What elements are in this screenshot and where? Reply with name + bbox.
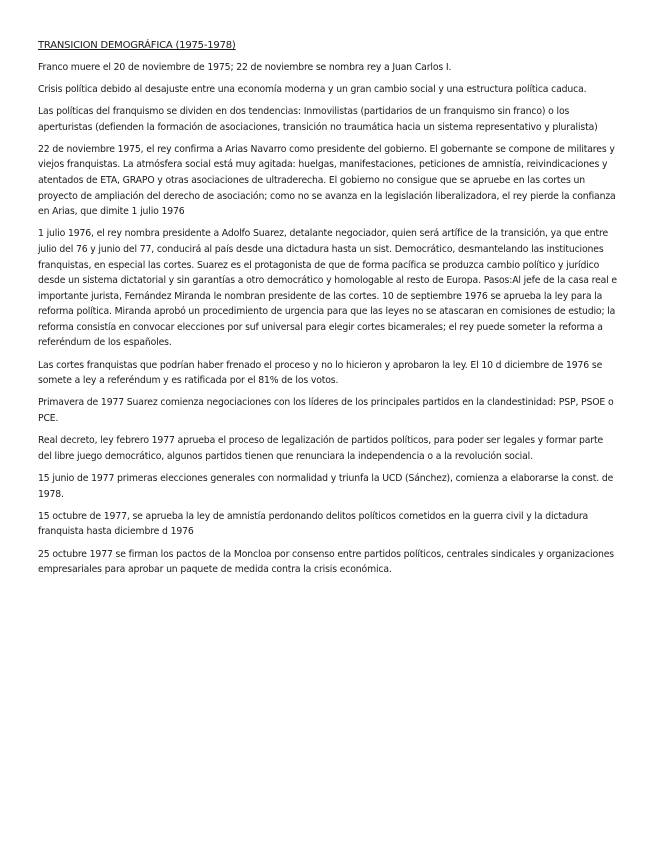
- paragraph: 15 junio de 1977 primeras elecciones generales con normalidad y triunfa la UCD (Sánchez), comienza a elaborarse la const. de 1978.: [38, 473, 614, 500]
- document-title: TRANSICION DEMOGRÁFICA (1975-1978): [38, 40, 236, 51]
- paragraph: Las cortes franquistas que podrían haber frenado el proceso y no lo hicieron y aprobaron la ley. El 10 d diciembre de 1976 se somete a ley a referéndum y es ratificada por el 81% de los votos.: [38, 359, 603, 387]
- paragraph: Franco muere el 20 de noviembre de 1975; 22 de noviembre se nombra rey a Juan Carlos I.: [38, 61, 452, 73]
- document-page: [38, 38, 618, 584]
- paragraph: 25 octubre 1977 se firman los pactos de la Moncloa por consenso entre partidos políticos, centrales sindicales y organizaciones empresariales para aprobar un paquete de medida contra la crisis económica.: [38, 548, 614, 576]
- paragraph: Crisis política debido al desajuste entre una economía moderna y un gran cambio social y una estructura política caduca.: [38, 83, 587, 95]
- paragraph: Las políticas del franquismo se dividen en dos tendencias: Inmovilistas (partidarios de un franquismo sin franco) o los aperturistas (defienden la formación de asociaciones, transición no traumática hacia un sistema representativo y pluralista): [38, 105, 598, 133]
- paragraph: 1 julio 1976, el rey nombra presidente a Adolfo Suarez, detalante negociador, quien será artífice de la transición, ya que entre julio del 76 y junio del 77, conducirá al país desde una dictadura hasta un sist. Democrático, desmantelando las instituciones franquistas, en especial las cortes. Suarez es el protagonista de que de forma pacífica se produzca cambio político y jurídico desde un sistema dictatorial y sin garantías a otro democrático y homologable al resto de Europa. Pasos:Al jefe de la casa real e importante jurista, Fernández Miranda le nombran presidente de las cortes. 10 de septiembre 1976 se aprueba la ley para la reforma política. Miranda aprobó un procedimiento de urgencia para que las leyes no se atascaran en comisiones de estudio; la reforma consistía en convocar elecciones por suf universal para elegir cortes bicamerales; el rey puede someter la reforma a referéndum de los españoles.: [38, 228, 618, 349]
- paragraph: 22 de noviembre 1975, el rey confirma a Arias Navarro como presidente del gobierno. El gobernante se compone de militares y viejos franquistas. La atmósfera social está muy agitada: huelgas, manifestaciones, peticiones de amnistía, reivindicaciones y atentados de ETA, GRAPO y otras asociaciones de ultraderecha. El gobierno no consigue que se apruebe en las cortes un proyecto de ampliación del derecho de asociación; como no se avanza en la legislación liberalizadora, el rey pierde la confianza en Arias, que dimite 1 julio 1976: [38, 143, 616, 218]
- paragraph: Primavera de 1977 Suarez comienza negociaciones con los líderes de los principales partidos en la clandestinidad: PSP, PSOE o PCE.: [38, 397, 614, 425]
- paragraph: Real decreto, ley febrero 1977 aprueba el proceso de legalización de partidos políticos, para poder ser legales y formar parte del libre juego democrático, algunos partidos tienen que renunciara la independencia o a la revolución social.: [38, 435, 604, 462]
- paragraph: 15 octubre de 1977, se aprueba la ley de amnistía perdonando delitos políticos cometidos en la guerra civil y la dictadura franquista hasta diciembre d 1976: [38, 510, 589, 538]
